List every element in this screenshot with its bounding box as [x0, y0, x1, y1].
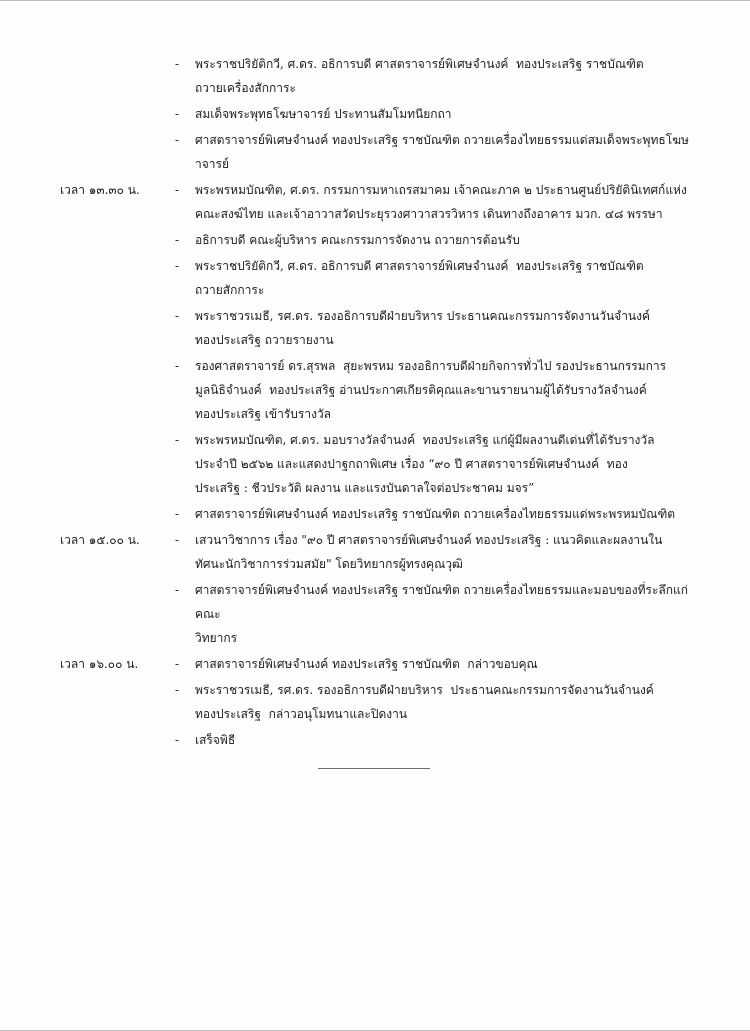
list-bullet: -	[175, 233, 180, 247]
end-divider	[318, 768, 430, 769]
schedule-time: เวลา ๑๖.๐๐ น.	[60, 657, 139, 671]
schedule-text: ศาสตราจารย์พิเศษจำนงค์ ทองประเสริฐ ราชบัณฑิต ถวายเครื่องไทยธรรมและมอบของที่ระลึกแก่คณะ วิทยากร	[195, 583, 689, 645]
schedule-item	[175, 304, 695, 352]
schedule-item	[175, 728, 695, 752]
schedule-text: รองศาสตราจารย์ ดร.สุรพล สุยะพรหม รองอธิการบดีฝ่ายกิจการทั่วไป รองประธานกรรมการ มูลนิธิจำนงค์ ทองประเสริฐ อ่านประกาศเกียรติคุณและขานรายนามผู้ได้รับรางวัลจำนงค์ ทองประเสริฐ เข้ารับรางวัล	[195, 359, 667, 421]
schedule-item	[175, 254, 695, 302]
schedule-text: พระราชวรเมธี, รศ.ดร. รองอธิการบดีฝ่ายบริหาร ประธานคณะกรรมการจัดงานวันจำนงค์ ทองประเสริฐ กล่าวอนุโมทนาและปิดงาน	[195, 683, 654, 721]
schedule-text: เสร็จพิธี	[195, 733, 236, 747]
schedule-item	[60, 528, 695, 576]
list-bullet: -	[175, 107, 180, 121]
schedule-item	[175, 578, 695, 650]
schedule-item	[175, 502, 695, 526]
list-bullet: -	[175, 259, 180, 273]
schedule-text: อธิการบดี คณะผู้บริหาร คณะกรรมการจัดงาน ถวายการต้อนรับ	[195, 233, 520, 247]
schedule-item	[175, 428, 695, 500]
list-bullet: -	[175, 533, 180, 547]
schedule-time: เวลา ๑๓.๓๐ น.	[60, 183, 140, 197]
schedule-text: พระราชปริยัติกวี, ศ.ดร. อธิการบดี ศาสตราจารย์พิเศษจำนงค์ ทองประเสริฐ ราชบัณฑิต ถวายสักการะ	[195, 259, 644, 297]
schedule-text: พระพรหมบัณฑิต, ศ.ดร. กรรมการมหาเถรสมาคม เจ้าคณะภาค ๒ ประธานศูนย์ปริยัตินิเทศก์แห่ง คณะสงฆ์ไทย และเจ้าอาวาสวัดประยุรวงศาวาสวรวิหาร เดินทางถึงอาคาร มวก. ๔๘ พรรษา	[195, 183, 687, 221]
page-top-edge	[0, 0, 750, 1]
schedule-text: ศาสตราจารย์พิเศษจำนงค์ ทองประเสริฐ ราชบัณฑิต ถวายเครื่องไทยธรรมแด่สมเด็จพระพุทธโฆษาจารย์	[195, 133, 689, 171]
list-bullet: -	[175, 309, 180, 323]
list-bullet: -	[175, 657, 180, 671]
schedule-text: เสวนาวิชาการ เรื่อง "๙๐ ปี ศาสตราจารย์พิเศษจำนงค์ ทองประเสริฐ : แนวคิดและผลงานใน ทัศนะนักวิชาการร่วมสมัย" โดยวิทยากรผู้ทรงคุณวุฒิ	[195, 533, 663, 571]
schedule-item	[60, 652, 695, 676]
schedule-text: พระพรหมบัณฑิต, ศ.ดร. มอบรางวัลจำนงค์ ทองประเสริฐ แก่ผู้มีผลงานดีเด่นที่ได้รับรางวัล ประจำปี ๒๕๖๒ และแสดงปาฐกถาพิเศษ เรื่อง “๙๐ ปี ศาสตราจารย์พิเศษจำนงค์ ทอง ประเสริฐ : ชีวประวัติ ผลงาน และแรงบันดาลใจต่อประชาคม มจร”	[195, 433, 655, 495]
schedule-item	[175, 52, 695, 100]
schedule-item	[175, 678, 695, 726]
list-bullet: -	[175, 583, 180, 597]
list-bullet: -	[175, 433, 180, 447]
list-bullet: -	[175, 507, 180, 521]
schedule-item	[60, 178, 695, 226]
schedule-text: พระราชวรเมธี, รศ.ดร. รองอธิการบดีฝ่ายบริหาร ประธานคณะกรรมการจัดงานวันจำนงค์ ทองประเสริฐ ถวายรายงาน	[195, 309, 651, 347]
list-bullet: -	[175, 183, 180, 197]
schedule-text: ศาสตราจารย์พิเศษจำนงค์ ทองประเสริฐ ราชบัณฑิต ถวายเครื่องไทยธรรมแด่พระพรหมบัณฑิต	[195, 507, 676, 521]
list-bullet: -	[175, 359, 180, 373]
schedule-item	[175, 102, 695, 126]
schedule-text: พระราชปริยัติกวี, ศ.ดร. อธิการบดี ศาสตราจารย์พิเศษจำนงค์ ทองประเสริฐ ราชบัณฑิต ถวายเครื่องสักการะ	[195, 57, 644, 95]
schedule-item	[175, 128, 695, 176]
schedule-time: เวลา ๑๕.๐๐ น.	[60, 533, 140, 547]
list-bullet: -	[175, 133, 180, 147]
list-bullet: -	[175, 733, 180, 747]
list-bullet: -	[175, 57, 180, 71]
list-bullet: -	[175, 683, 180, 697]
schedule-item	[175, 228, 695, 252]
schedule-text: ศาสตราจารย์พิเศษจำนงค์ ทองประเสริฐ ราชบัณฑิต กล่าวขอบคุณ	[195, 657, 538, 671]
schedule-text: สมเด็จพระพุทธโฆษาจารย์ ประทานสัมโมทนียกถา	[195, 107, 452, 121]
schedule-item	[175, 354, 695, 426]
